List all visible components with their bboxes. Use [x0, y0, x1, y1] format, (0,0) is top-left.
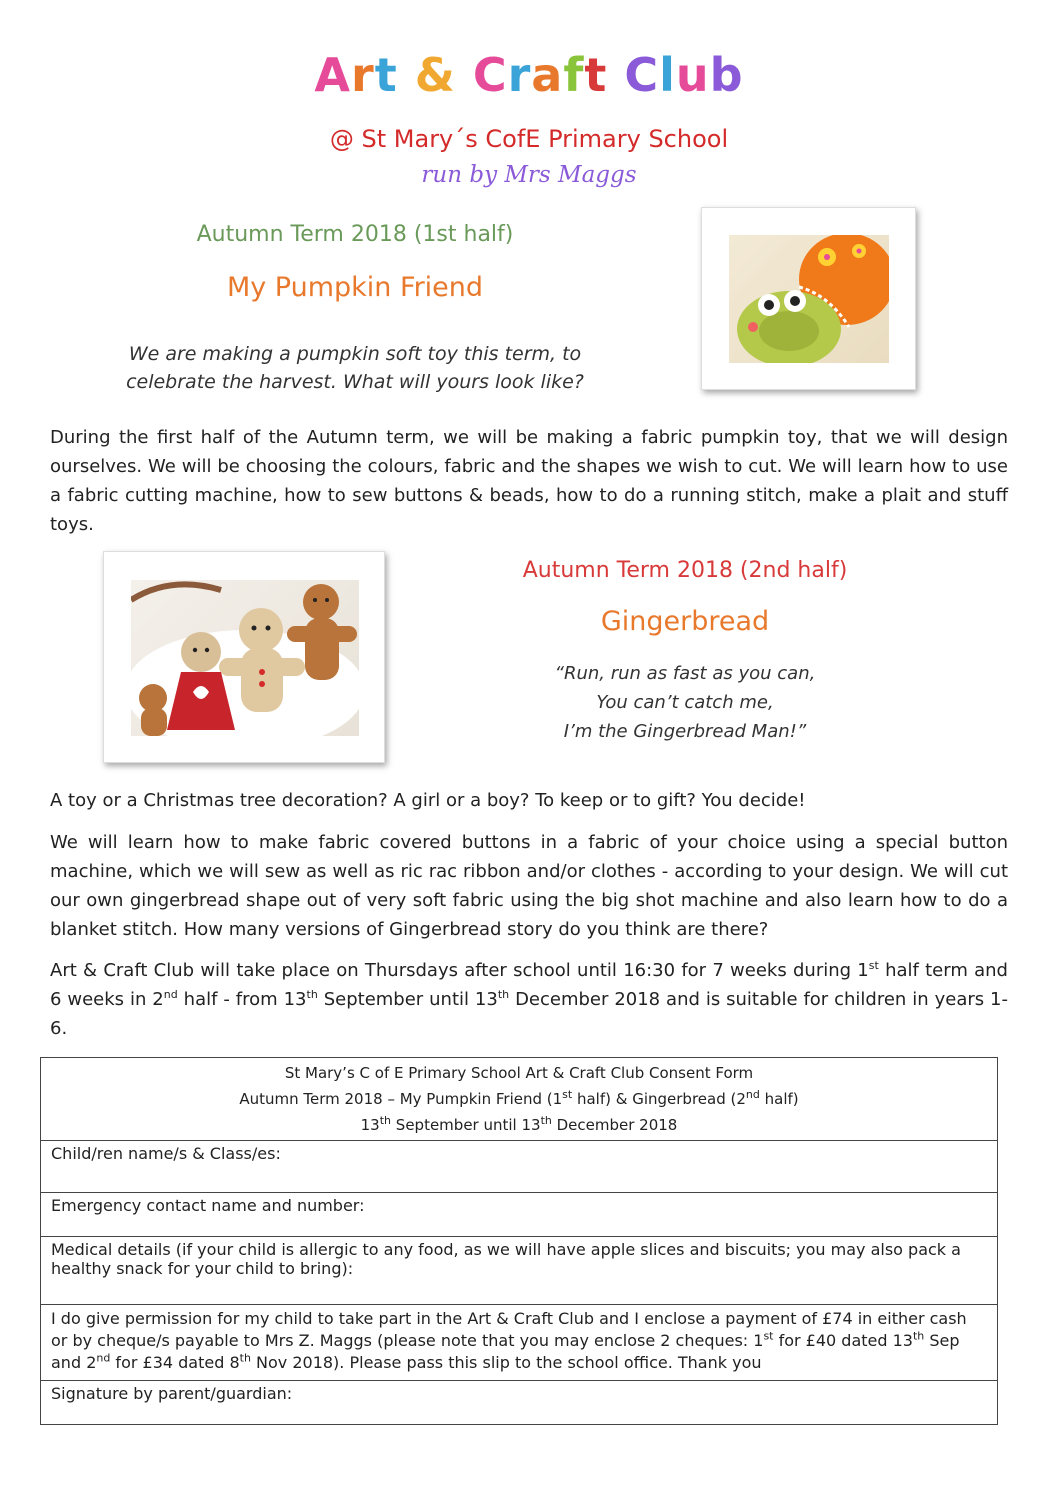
consent-form-header: [41, 1058, 998, 1141]
title-letter: A: [314, 48, 351, 102]
gingerbread-toys-photo-frame: [103, 551, 385, 763]
pumpkin-toys-photo-frame: [701, 207, 916, 390]
signature-field[interactable]: Signature by parent/guardian:: [41, 1381, 998, 1425]
term1-intro-line2: celebrate the harvest. What will yours look like?: [126, 371, 584, 393]
title-letter: b: [709, 48, 744, 102]
title-letter: &: [414, 48, 456, 102]
term2-question: A toy or a Christmas tree decoration? A girl or a boy? To keep or to gift? You decide!: [50, 790, 806, 811]
title-letter: f: [563, 48, 585, 102]
pumpkin-toys-photo: [729, 235, 889, 363]
title-letter: t: [584, 48, 608, 102]
term1-intro: [110, 340, 600, 396]
emergency-contact-field[interactable]: Emergency contact name and number:: [41, 1193, 998, 1237]
gingerbread-quote: [470, 659, 900, 746]
term1-project-title: My Pumpkin Friend: [226, 272, 484, 303]
title-letter: C: [472, 48, 508, 102]
form-term-line: Autumn Term 2018 – My Pumpkin Friend (1st half) & Gingerbread (2nd half): [239, 1088, 799, 1108]
title-letter: r: [507, 48, 532, 102]
form-dates-line: 13th September until 13th December 2018: [360, 1114, 678, 1134]
title-letter: a: [531, 48, 564, 102]
title-letter: t: [374, 48, 398, 102]
gingerbread-toys-photo: [131, 580, 359, 736]
quote-line3: I’m the Gingerbread Man!”: [563, 721, 807, 742]
quote-line1: “Run, run as fast as you can,: [554, 663, 816, 684]
children-names-field[interactable]: Child/ren name/s & Class/es:: [41, 1141, 998, 1193]
page-title: [0, 48, 1058, 102]
quote-line2: You can’t catch me,: [596, 692, 774, 713]
pumpkin-illustration-icon: [729, 235, 889, 363]
term1-intro-line1: We are making a pumpkin soft toy this term, to: [128, 343, 582, 365]
title-letter: l: [659, 48, 676, 102]
term2-description: We will learn how to make fabric covered buttons in a fabric of your choice using a special button machine, which we will sew as well as ric rac ribbon and/or clothes - according to your design. We will cut our own gingerbread shape out of very soft fabric using the big shot machine and also learn how to do a blanket stitch. How many versions of Gingerbread story do you think are there?: [50, 832, 1008, 940]
school-subtitle: @ St Mary´s CofE Primary School: [329, 125, 729, 153]
term2-project-title: Gingerbread: [600, 606, 770, 637]
term1-description: During the first half of the Autumn term, we will be making a fabric pumpkin toy, that we will design ourselves. We will be choosing the colours, fabric and the shapes we wish to cut. We will learn how to use a fabric cutting machine, how to sew buttons & beads, how to do a running stitch, make a plait and stuff toys.: [50, 427, 1008, 535]
title-letter: C: [624, 48, 660, 102]
title-letter: [398, 48, 415, 102]
schedule-info: Art & Craft Club will take place on Thursdays after school until 16:30 for 7 weeks during 1st half term and 6 weeks in 2nd half - from 13th September until 13th December 2018 and is suitable for children in years 1-6.: [50, 959, 1009, 1039]
term1-heading: Autumn Term 2018 (1st half): [196, 222, 514, 247]
title-letter: u: [675, 48, 710, 102]
title-letter: [456, 48, 473, 102]
medical-details-field[interactable]: Medical details (if your child is allergic to any food, as we will have apple slices and biscuits; you may also pack a healthy snack for your child to bring):: [41, 1237, 998, 1305]
term2-heading: Autumn Term 2018 (2nd half): [522, 558, 848, 583]
permission-statement: I do give permission for my child to take part in the Art & Craft Club and I enclose a payment of £74 in either cash or by cheque/s payable to Mrs Z. Maggs (please note that you may enclose 2 cheques: 1st for £40 dated 13th Sep and 2nd for £34 dated 8th Nov 2018). Please pass this slip to the school office. Thank you: [41, 1305, 998, 1381]
form-title: St Mary’s C of E Primary School Art & Craft Club Consent Form: [284, 1064, 754, 1082]
run-by-line: run by Mrs Maggs: [421, 162, 637, 188]
title-letter: r: [351, 48, 375, 102]
gingerbread-illustration-icon: [131, 580, 359, 736]
consent-form: [40, 1057, 998, 1425]
title-letter: [607, 48, 624, 102]
